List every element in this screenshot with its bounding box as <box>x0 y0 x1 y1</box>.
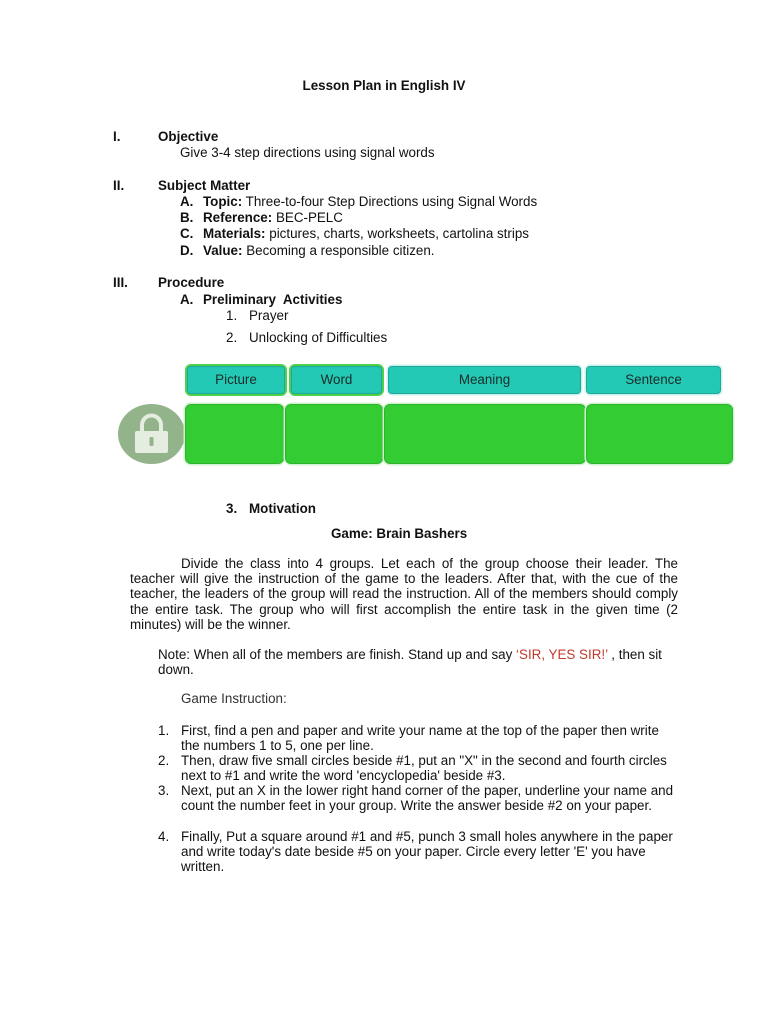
table-cell-picture <box>185 404 284 464</box>
motivation-paragraph <box>130 556 678 632</box>
note-quote: ‘SIR, YES SIR!’ <box>516 647 608 662</box>
step-number: 2. <box>226 330 238 345</box>
instruction-item: Then, draw five small circles beside #1, put an "X" in the second and fourth circles next to #1 and write the word 'encyclopedia' beside #3. <box>181 753 667 784</box>
item-value: Three-to-four Step Directions using Signal Words <box>245 194 538 209</box>
subject-item-topic <box>203 194 537 210</box>
item-label: Value: <box>203 243 243 258</box>
table-cell-meaning <box>384 404 586 464</box>
instruction-item: Next, put an X in the lower right hand corner of the paper, underline your name and count the number feet in your group. Write the answer beside #2 on your paper. <box>181 783 674 814</box>
note-after: , then sit down. <box>158 647 662 678</box>
subject-item-letter: C. <box>180 226 194 241</box>
subject-item-letter: A. <box>180 194 194 209</box>
section-number-procedure: III. <box>113 275 128 290</box>
page-title: Lesson Plan in English IV <box>302 78 466 93</box>
note-text <box>158 647 678 677</box>
note-before: Note: When all of the members are finish. Stand up and say <box>158 647 517 662</box>
procedure-sub-letter: A. <box>180 292 194 307</box>
section-number-subject: II. <box>113 178 125 193</box>
objective-text: Give 3-4 step directions using signal words <box>180 145 435 160</box>
section-heading-procedure: Procedure <box>158 275 225 290</box>
item-value: pictures, charts, worksheets, cartolina strips <box>269 226 529 241</box>
game-title: Game: Brain Bashers <box>331 526 468 541</box>
item-value: Becoming a responsible citizen. <box>246 243 435 258</box>
subject-item-letter: B. <box>180 210 194 225</box>
instruction-number: 1. <box>158 723 170 738</box>
item-label: Reference: <box>203 210 273 225</box>
instruction-item: First, find a pen and paper and write your name at the top of the paper then write the numbers 1 to 5, one per line. <box>181 723 659 754</box>
item-value: BEC-PELC <box>275 210 343 225</box>
table-header-sentence: Sentence <box>586 366 721 394</box>
paragraph-text: Divide the class into 4 groups. Let each of the group choose their leader. The teacher will give the instruction of the game to the leaders. After that, with the cue of the teacher, the leaders of the group will read the instruction. All of the members should comply the entire task. The group who will first accomplish the entire task in the given time (2 minutes) will be the winner. <box>130 556 678 632</box>
motivation-number: 3. <box>226 501 238 516</box>
table-cell-sentence <box>586 404 733 464</box>
section-heading-subject: Subject Matter <box>158 178 251 193</box>
instruction-number: 2. <box>158 753 170 768</box>
subject-item-materials <box>203 226 529 242</box>
table-header-meaning: Meaning <box>388 366 581 394</box>
instruction-item: Finally, Put a square around #1 and #5, punch 3 small holes anywhere in the paper and write today's date beside #5 on your paper. Circle every letter 'E' you have written. <box>181 829 673 875</box>
item-label: Topic: <box>203 194 243 209</box>
lock-icon-graphic <box>118 404 185 464</box>
procedure-sub-heading: Preliminary Activities <box>203 292 343 307</box>
table-header-word: Word <box>291 366 382 394</box>
instruction-number: 3. <box>158 783 170 798</box>
subject-item-reference <box>203 210 343 226</box>
table-cell-word <box>285 404 383 464</box>
motivation-heading: Motivation <box>249 501 316 516</box>
subject-item-value <box>203 243 435 259</box>
section-number-objective: I. <box>113 129 121 144</box>
step-number: 1. <box>226 308 238 323</box>
step-unlocking: Unlocking of Difficulties <box>249 330 388 345</box>
item-label: Materials: <box>203 226 266 241</box>
lock-icon <box>118 404 185 464</box>
instruction-number: 4. <box>158 829 170 844</box>
step-prayer: Prayer <box>249 308 289 323</box>
game-instruction-heading: Game Instruction: <box>181 691 287 706</box>
table-header-picture: Picture <box>187 366 285 394</box>
section-heading-objective: Objective <box>158 129 219 144</box>
subject-item-letter: D. <box>180 243 194 258</box>
